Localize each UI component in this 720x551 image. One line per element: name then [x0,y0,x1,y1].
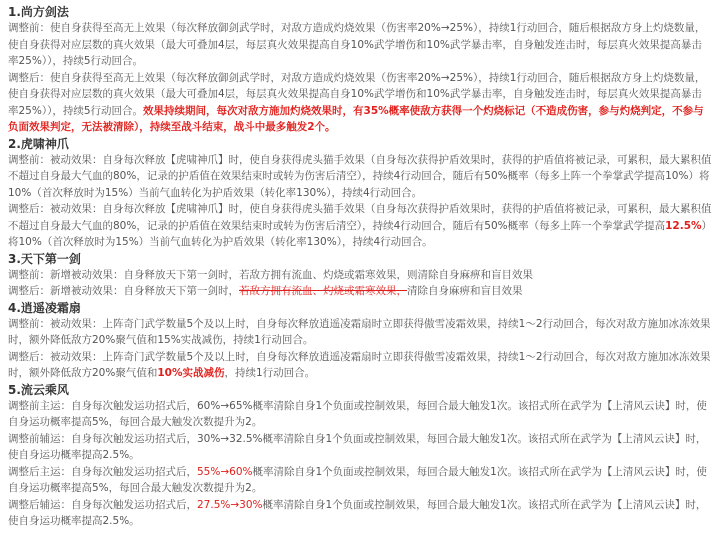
change-paragraph [8,20,712,70]
text-segment: ）将10%（首次释放时为15%）当前气血转化为护盾效果（转化率130%），持续4行动回合。 [8,219,707,248]
section-title: 4.逍遥凌霜扇 [8,300,81,315]
strikethrough-text: 若敌方拥有流血、灼烧或霜寒效果， [239,285,407,297]
text-segment: 概率清除自身1个负面或控制效果，每回合最大触发1次。该招式所在武学为【上清风云诀】时，使自身运功概率提高5%，每回合最大触发次数提升为2。 [8,465,707,494]
change-paragraph [8,152,712,202]
text-segment: 概率清除自身1个负面或控制效果，每回合最大触发1次。该招式所在武学为【上清风云诀】时，使自身运功概率提高2.5%。 [8,498,707,527]
change-paragraph [8,70,712,136]
change-paragraph [8,497,712,530]
text-segment: 调整前辅运：自身每次触发运功招式后，30%→32.5%概率清除自身1个负面或控制效果，每回合最大触发1次。该招式所在武学为【上清风云诀】时，使自身运功概率提高2.5%。 [8,432,707,461]
text-segment: 调整后：新增被动效果：自身释放天下第一剑时， [8,285,239,297]
section-title: 5.流云乘风 [8,382,69,397]
change-paragraph [8,316,712,349]
text-segment: 调整后辅运：自身每次触发运功招式后， [8,498,197,511]
text-segment: 调整前：被动效果：自身每次释放【虎啸神爪】时，使自身获得虎头猫手效果（自身每次获得护盾效果时，获得的护盾值将被记录，可累积，最大累积值不超过自身最大气血的80%，记录的护盾值在效果结束时或转为伤害后清空），持续4行动回合，随后有50%概率（每多上阵一个拳掌武学提高10%）将10%（首次释放时为15%）当前气血转化为护盾效果（转化率130%），持续4行动回合。 [8,153,712,199]
text-segment: 调整前：新增被动效果：自身释放天下第一剑时，若敌方拥有流血、灼烧或霜寒效果，则清除自身麻痹和盲目效果 [8,268,533,281]
text-segment: 调整后：使自身获得至高无上效果（每次释放御剑武学时，对敌方造成灼烧效果（伤害率20%→25%），持续1行动回合，随后根据敌方身上灼烧数量，使自身获得对应层数的真火效果（最大可叠加4层，每层真火效果提高自身10%武学增伤和10%武学暴击率，自身触发连击时，每层真火效果提高暴击率25%）），持续5行动回合。 [8,71,706,117]
highlight-text: 27.5%→30% [197,498,263,511]
highlight-text: 55%→60% [197,465,253,478]
change-paragraph [8,349,712,382]
change-paragraph [8,201,712,251]
text-segment: 调整前：被动效果：上阵奇门武学数量5个及以上时，自身每次释放逍遥凌霜扇时立即获得傲雪凌霜效果，持续1～2行动回合，每次对敌方施加冰冻效果时，额外降低敌方20%聚气值和15%实战减伤，持续1行动回合。 [8,317,711,346]
change-paragraph [8,398,712,431]
text-segment: 调整后：被动效果：上阵奇门武学数量5个及以上时，自身每次释放逍遥凌霜扇时立即获得傲雪凌霜效果，持续1～2行动回合，每次对敌方施加冰冻效果时，额外降低敌方20%聚气值和 [8,350,711,379]
text-segment: 清除自身麻痹和盲目效果 [407,285,523,297]
change-paragraph [8,431,712,464]
change-paragraph [8,267,712,284]
text-segment: 调整后：被动效果：自身每次释放【虎啸神爪】时，使自身获得虎头猫手效果（自身每次获得护盾效果时，获得的护盾值将被记录，可累积，最大累积值不超过自身最大气血的80%，记录的护盾值在效果结束时或转为伤害后清空），持续4行动回合，随后有50%概率（每多上阵一个拳掌武学提高 [8,203,712,232]
text-segment: 调整前主运：自身每次触发运功招式后，60%→65%概率清除自身1个负面或控制效果，每回合最大触发1次。该招式所在武学为【上清风云诀】时，使自身运功概率提高5%，每回合最大触发次数提升为2。 [8,399,707,428]
text-segment: ，持续1行动回合。 [224,367,316,379]
change-paragraph [8,283,712,300]
highlight-text: 效果持续期间，每次对敌方施加灼烧效果时，有35%概率使敌方获得一个灼烧标记（不造成伤害，参与灼烧判定，不参与负面效果判定，无法被清除），持续至战斗结束，战斗中最多触发2个。 [8,104,704,133]
highlight-text: 12.5% [665,219,702,232]
section-title: 1.尚方剑法 [8,5,69,19]
text-segment: 调整前：使自身获得至高无上效果（每次释放御剑武学时，对敌方造成灼烧效果（伤害率20%→25%），持续1行动回合，随后根据敌方身上灼烧数量，使自身获得对应层数的真火效果（最大可叠加4层，每层真火效果提高自身10%武学增伤和10%武学暴击率，自身触发连击时，每层真火效果提高暴击率25%）），持续5行动回合。 [8,22,706,67]
text-segment: 调整后主运：自身每次触发运功招式后， [8,465,197,478]
change-paragraph [8,464,712,497]
highlight-text: 10%实战减伤 [157,367,225,379]
section-title: 3.天下第一剑 [8,251,81,266]
section-title: 2.虎啸神爪 [8,136,69,151]
